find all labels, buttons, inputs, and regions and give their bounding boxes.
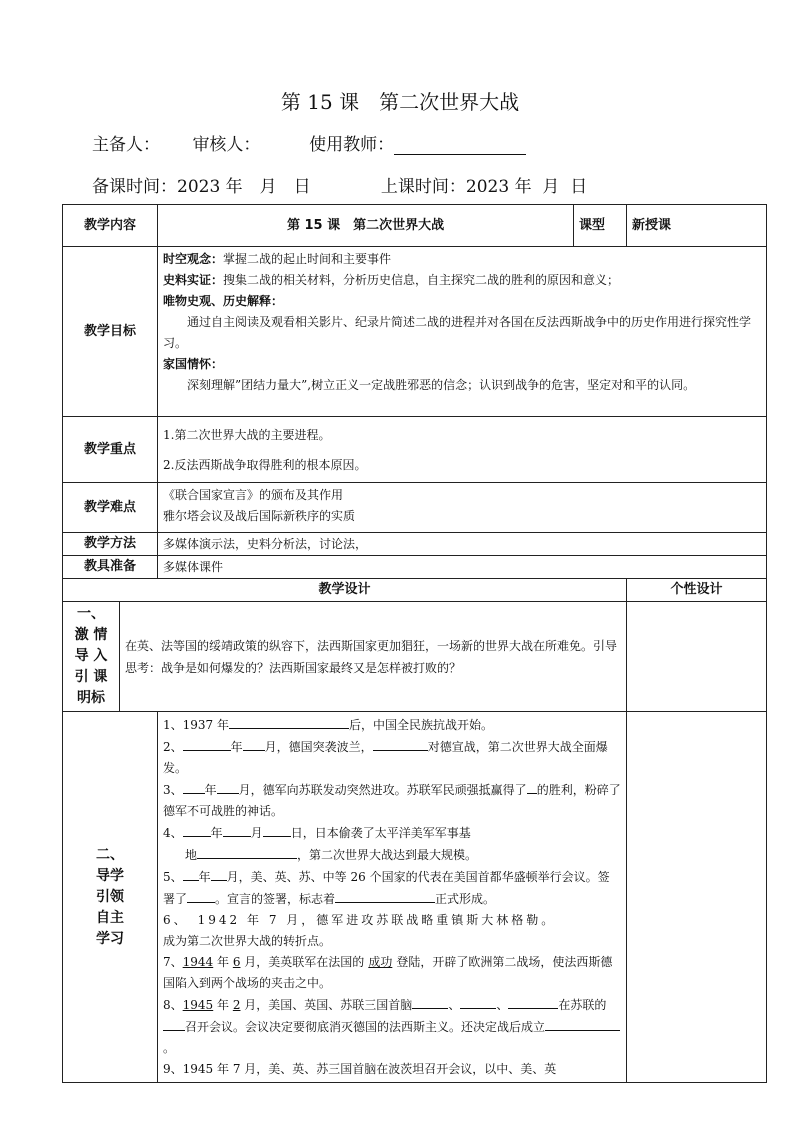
type-value: 新授课: [627, 205, 767, 247]
question-8: 8、1945 年 2 月，美国、英国、苏联三国首脑 、 、 在苏联的召开会议。会议决定要彻底消灭德国的法西斯主义。还决定战后成立。: [163, 994, 621, 1059]
answer-blank[interactable]: [335, 888, 435, 903]
content-value: 第 15 课 第二次世界大战: [158, 205, 574, 247]
answer-blank[interactable]: [412, 994, 448, 1009]
answer-blank[interactable]: [223, 822, 251, 837]
class-time: 上课时间：2023 年 月 日: [380, 177, 588, 197]
tools-row: [63, 556, 767, 579]
answer-blank[interactable]: [211, 866, 227, 881]
keypoints-label: 教学重点: [63, 417, 158, 483]
review-label: 审核人：: [192, 135, 261, 155]
answer-blank[interactable]: [508, 994, 558, 1009]
section2-row: [63, 712, 767, 1083]
question-4: 4、 年 月 日，日本偷袭了太平洋美军军事基 地 ，第二次世界大战达到最大规模。: [163, 822, 621, 866]
question-7: 7、1944 年 6 月，美英联军在法国的 成功 登陆，开辟了欧洲第二战场，使法西斯德国陷入到两个战场的夹击之中。: [163, 955, 613, 990]
section1-row: [63, 602, 767, 712]
question-6: 6、 1942 年 7 月，德军进攻苏联战略重镇斯大林格勒。 成为第二次世界大战的转折点。: [163, 913, 557, 948]
answer-blank[interactable]: [460, 994, 496, 1009]
difficulty-item: 《联合国家宣言》的颁布及其作用: [163, 488, 344, 502]
methods-label: 教学方法: [63, 533, 158, 556]
teacher-label: 使用教师：: [309, 135, 395, 155]
difficulties-label: 教学难点: [63, 483, 158, 533]
difficulties-content: [158, 483, 767, 533]
question-9: 9、1945 年 7 月，美、英、苏三国首脑在波茨坦召开会议，以中、美、英: [163, 1062, 557, 1076]
answer-blank[interactable]: [373, 736, 428, 751]
goals-row: [63, 247, 767, 417]
goal-item: 时空观念：掌握二战的起止时间和主要事件: [163, 252, 392, 266]
answer-blank[interactable]: [183, 779, 205, 794]
goal-item: 史料实证：搜集二战的相关材料，分析历史信息，自主探究二战的胜利的原因和意义；: [163, 273, 620, 287]
section2-questions: [158, 712, 627, 1083]
goal-item: 唯物史观、历史解释：: [163, 294, 284, 308]
goal-item: 深刻理解”团结力量大”,树立正义一定战胜邪恶的信念；认识到战争的危害，坚定对和平的认同。: [187, 378, 696, 392]
prep-time: 备课时间：2023 年 月 日: [92, 177, 311, 197]
goal-item: 通过自主阅读及观看相关影片、纪录片简述二战的进程并对各国在反法西斯战争中的历史作用进行探究性学习。: [163, 315, 752, 350]
personal-header: 个性设计: [627, 579, 767, 602]
answer-blank[interactable]: [163, 1016, 185, 1031]
difficulty-item: 雅尔塔会议及战后国际新秩序的实质: [163, 509, 356, 523]
keypoints-row: [63, 417, 767, 483]
section1-personal[interactable]: [627, 602, 767, 712]
tools-label: 教具准备: [63, 556, 158, 579]
question-3: 3、 年 月，德军向苏联发动突然进攻。苏联军民顽强抵赢得了 的胜利，粉碎了德军不可战胜的神话。: [163, 779, 621, 822]
keypoints-content: [158, 417, 767, 483]
answer-blank[interactable]: [183, 866, 199, 881]
difficulties-row: [63, 483, 767, 533]
design-header: 教学设计: [63, 579, 627, 602]
type-label: 课型: [574, 205, 627, 247]
content-label: 教学内容: [63, 205, 158, 247]
answer-blank[interactable]: [187, 888, 215, 903]
goals-label: 教学目标: [63, 247, 158, 417]
answer-blank[interactable]: [229, 714, 349, 729]
answer-blank[interactable]: [243, 736, 265, 751]
answer-blank[interactable]: [183, 822, 211, 837]
section1-text: 在英、法等国的绥靖政策的纵容下，法西斯国家更加猖狂，一场新的世界大战在所难免。引导思考：战争是如何爆发的？法西斯国家最终又是怎样被打败的？: [120, 602, 627, 712]
lesson-title: 第 15 课 第二次世界大战: [280, 90, 520, 114]
methods-row: [63, 533, 767, 556]
section2-personal[interactable]: [627, 712, 767, 1083]
answer-blank[interactable]: [217, 779, 239, 794]
answer-blank[interactable]: [527, 779, 537, 794]
answer-blank[interactable]: [263, 822, 291, 837]
keypoint-item: 2.反法西斯战争取得胜利的根本原因。: [163, 457, 367, 472]
question-5: 5、 年 月，美、英、苏、中等 26 个国家的代表在美国首都华盛顿举行会议。签署了 。宣言的签署，标志着 正式形成。: [163, 866, 621, 910]
keypoint-item: 1.第二次世界大战的主要进程。: [163, 427, 331, 442]
answer-blank[interactable]: [197, 844, 297, 859]
answer-blank[interactable]: [545, 1016, 620, 1031]
section2-label: 二、 导学 引领 自主 学习: [63, 712, 158, 1083]
goals-content: [158, 247, 767, 417]
goal-item: 家国情怀：: [163, 357, 224, 371]
lesson-plan-table: [62, 204, 767, 1083]
prep-label: 主备人：: [92, 135, 160, 155]
section1-label: 一、 激 情 导 入 引 课 明标: [63, 602, 120, 712]
question-1: 1、1937 年 后，中国全民族抗战开始。: [163, 714, 621, 736]
question-2: 2、 年 月，德国突袭波兰， 对德宣战，第二次世界大战全面爆发。: [163, 736, 621, 779]
answer-blank[interactable]: [183, 736, 231, 751]
time-line: [92, 172, 587, 197]
methods-value: 多媒体演示法，史料分析法，讨论法，: [158, 533, 767, 556]
design-header-row: [63, 579, 767, 602]
staff-line: [92, 130, 526, 155]
tools-value: 多媒体课件: [158, 556, 767, 579]
teacher-blank[interactable]: [394, 136, 526, 155]
content-row: [63, 205, 767, 247]
